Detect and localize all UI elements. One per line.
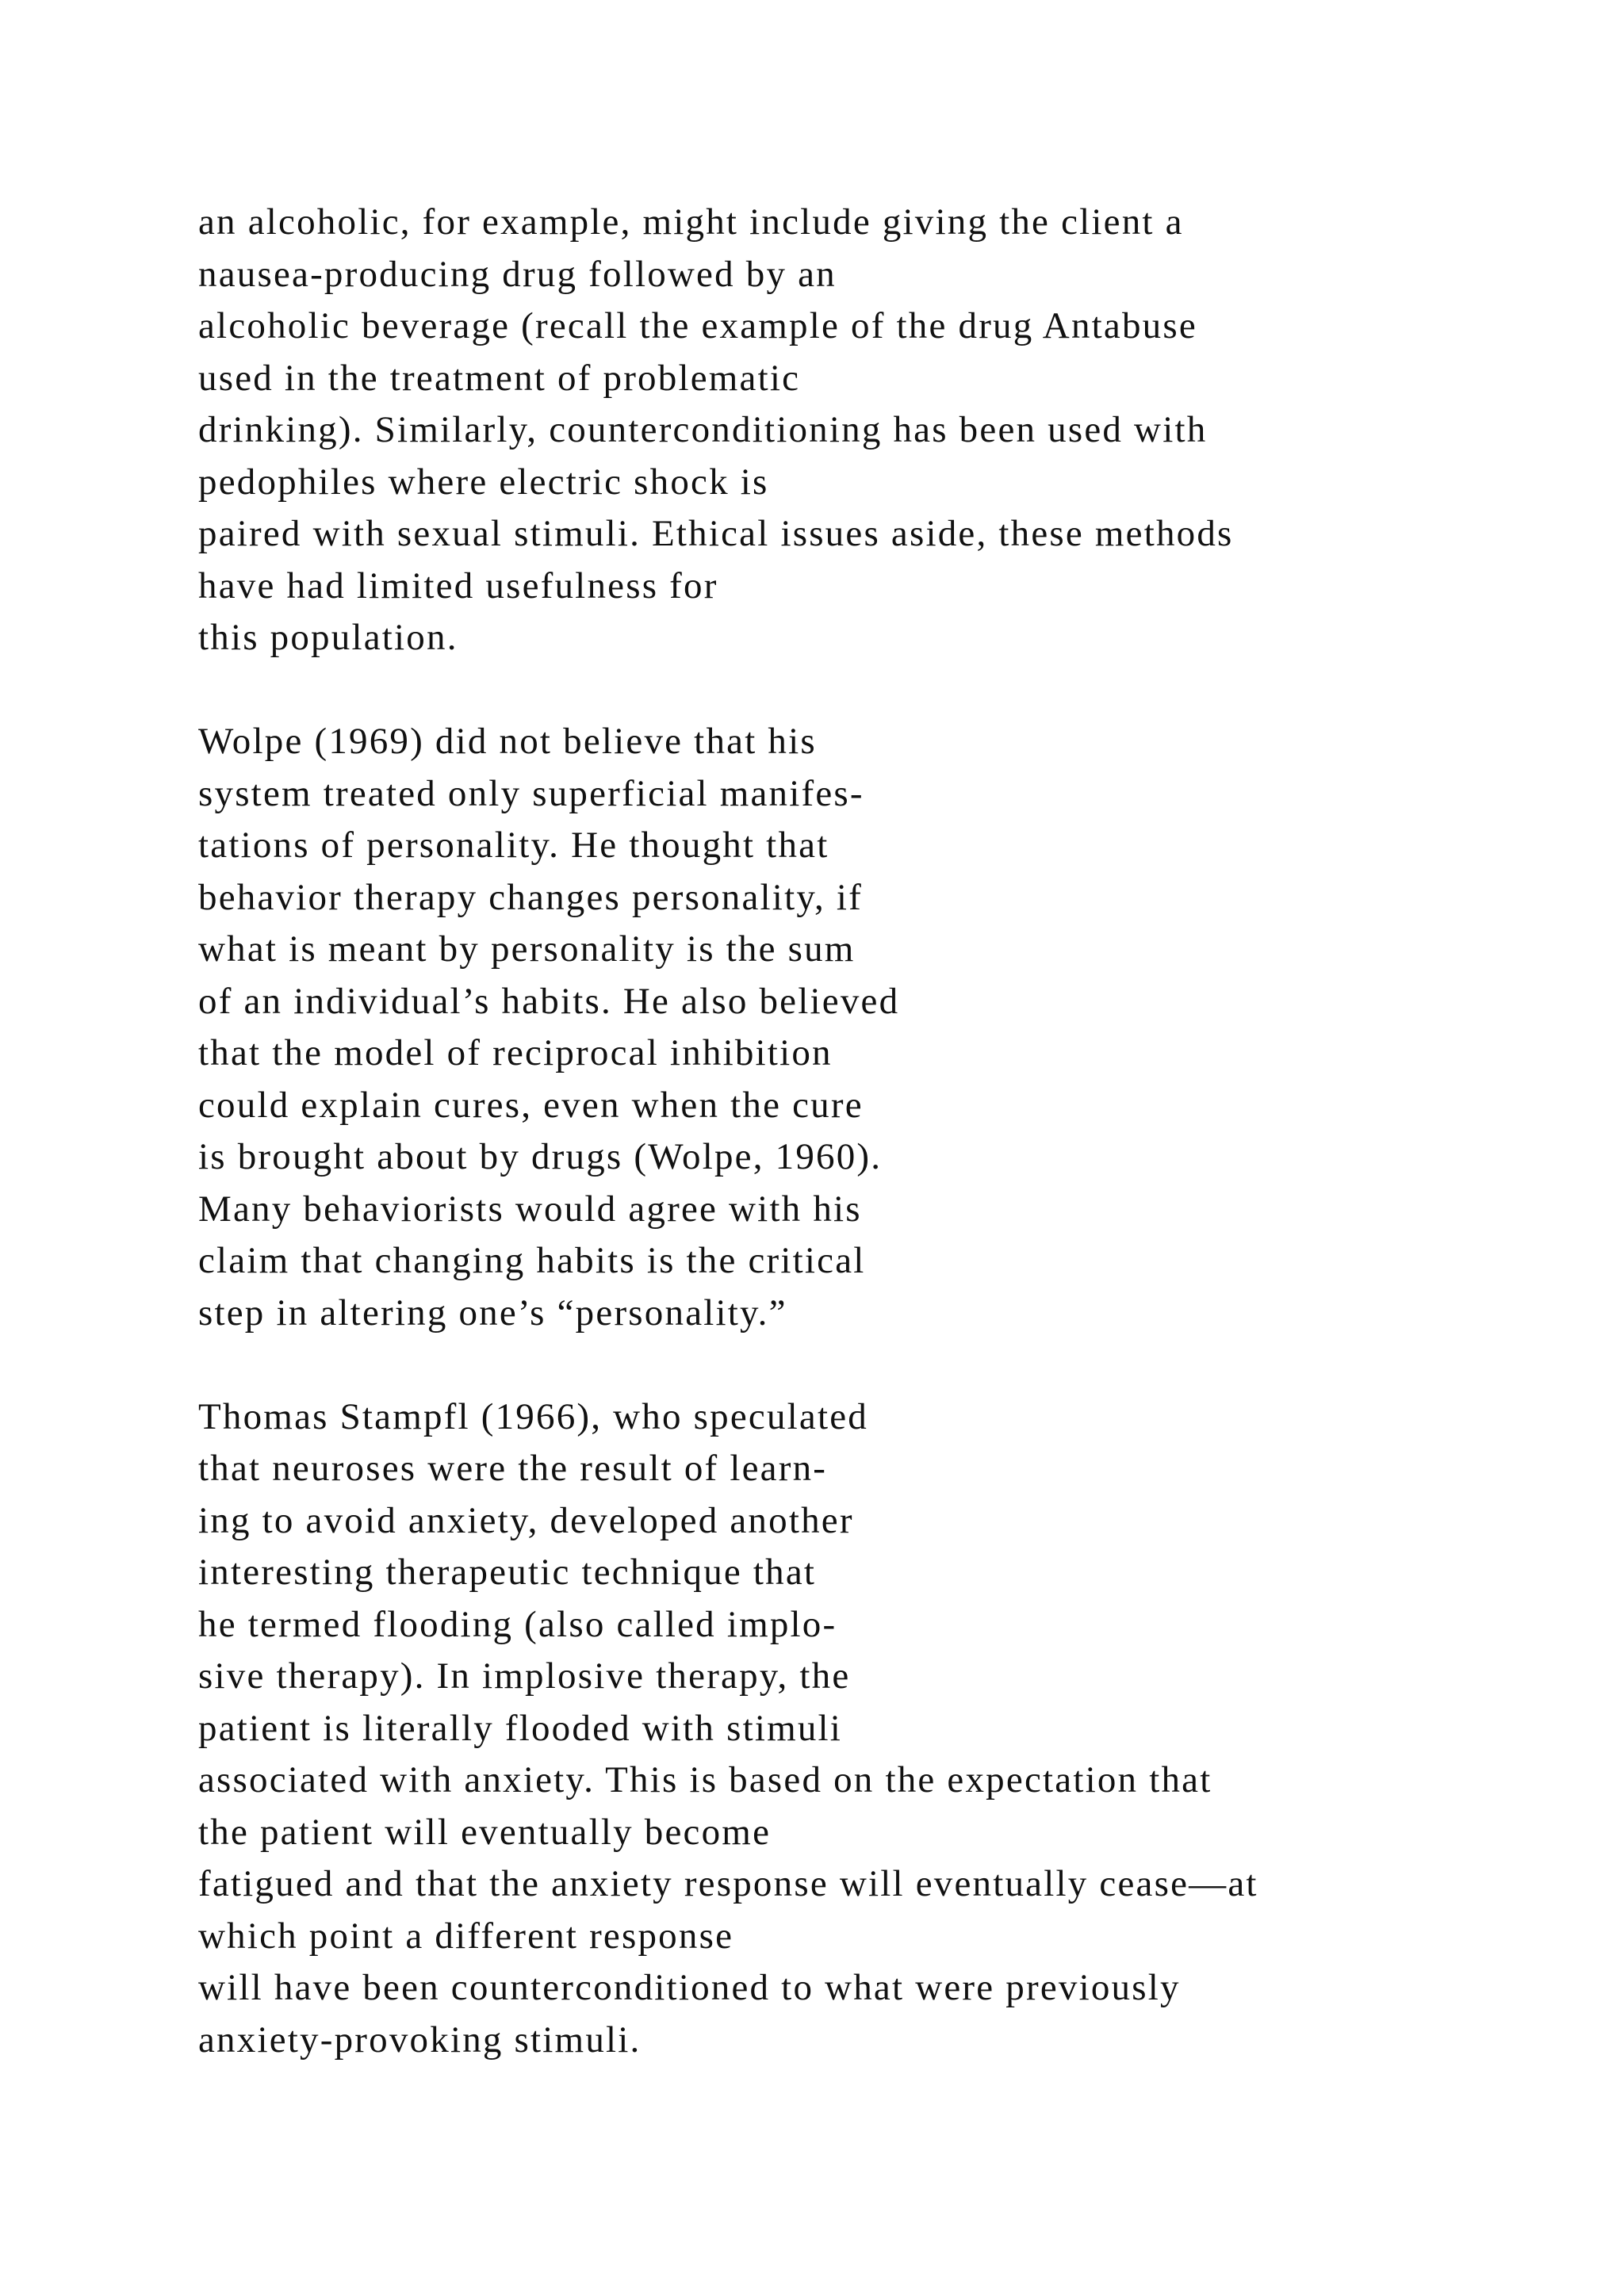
- text-line: the patient will eventually become: [198, 1811, 772, 1853]
- paragraph-wolpe: [198, 716, 1594, 1339]
- text-line: that the model of reciprocal inhibition: [198, 1032, 833, 1073]
- text-line: ing to avoid anxiety, developed another: [198, 1499, 854, 1541]
- text-line: have had limited usefulness for: [198, 564, 718, 607]
- text-line: is brought about by drugs (Wolpe, 1960).: [198, 1136, 883, 1177]
- text-line: tations of personality. He thought that: [198, 825, 829, 866]
- text-line: what is meant by personality is the sum: [198, 928, 856, 970]
- text-line: sive therapy). In implosive therapy, the: [198, 1655, 851, 1697]
- text-line: pedophiles where electric shock is: [198, 461, 769, 503]
- text-line: that neuroses were the result of learn-: [198, 1448, 828, 1489]
- text-line: which point a different response: [198, 1915, 734, 1957]
- document-body: [198, 197, 1594, 2118]
- text-line: associated with anxiety. This is based on the expectation that: [198, 1759, 1212, 1800]
- text-line: system treated only superficial manifes-: [198, 772, 864, 814]
- text-line: drinking). Similarly, counterconditioning has been used with: [198, 409, 1208, 450]
- paragraph-stampfl-flooding: [198, 1391, 1594, 2067]
- text-line: an alcoholic, for example, might include giving the client a: [198, 201, 1184, 243]
- text-line: anxiety-provoking stimuli.: [198, 2019, 642, 2061]
- text-line: behavior therapy changes personality, if: [198, 876, 863, 918]
- text-line: paired with sexual stimuli. Ethical issues aside, these methods: [198, 513, 1234, 554]
- text-line: interesting therapeutic technique that: [198, 1552, 817, 1593]
- text-line: claim that changing habits is the critical: [198, 1240, 866, 1281]
- text-line: could explain cures, even when the cure: [198, 1084, 864, 1126]
- text-line: Thomas Stampfl (1966), who speculated: [198, 1395, 868, 1437]
- text-line: Many behaviorists would agree with his: [198, 1188, 862, 1230]
- text-line: he termed flooding (also called implo-: [198, 1603, 837, 1645]
- text-line: used in the treatment of problematic: [198, 357, 801, 399]
- text-line: this population.: [198, 617, 458, 658]
- text-line: of an individual’s habits. He also believed: [198, 980, 900, 1022]
- text-line: step in altering one’s “personality.”: [198, 1292, 787, 1334]
- text-line: alcoholic beverage (recall the example of the drug Antabuse: [198, 305, 1197, 346]
- text-line: patient is literally flooded with stimuli: [198, 1707, 843, 1749]
- text-line: fatigued and that the anxiety response will eventually cease—at: [198, 1863, 1258, 1904]
- text-line: nausea-producing drug followed by an: [198, 253, 837, 295]
- text-line: Wolpe (1969) did not believe that his: [198, 721, 817, 762]
- paragraph-aversive-conditioning: [198, 197, 1594, 664]
- text-line: will have been counterconditioned to what were previously: [198, 1967, 1181, 2008]
